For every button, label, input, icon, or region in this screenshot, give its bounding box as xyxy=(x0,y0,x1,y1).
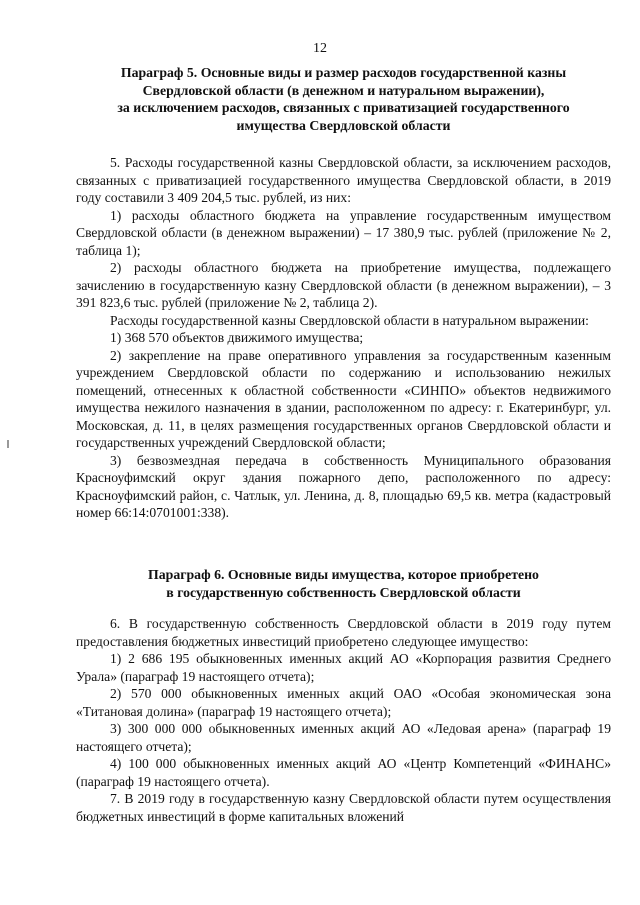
list-item: 1) 368 570 объектов движимого имущества; xyxy=(110,330,364,345)
list-item: 2) 570 000 обыкновенных именных акций ОАО «Особая экономическая зона «Титановая долина» (параграф 19 настоящего отчета); xyxy=(76,686,611,719)
paragraph: 5. Расходы государственной казны Свердловской области, за исключением расходов, связанных с приватизацией государственного имущества Свердловской области, в 2019 году составили 3 409 204,5 тыс. рублей, из них: xyxy=(76,155,611,205)
list-item: 3) безвозмездная передача в собственность Муниципального образования Красноуфимский округ здания пожарного депо, расположенного по адресу: Красноуфимский район, с. Чатлык, ул. Ленина, д. 8, площадью 69,5 кв. метра (кадастровый номер 66:14:0701001:338). xyxy=(76,452,611,520)
list-item: 2) расходы областного бюджета на приобретение имущества, подлежащего зачислению в государственную казну Свердловской области (в денежном выражении), – 3 391 823,6 тыс. рублей (приложение № 2, таблица 2). xyxy=(76,260,611,310)
paragraph: 7. В 2019 году в государственную казну Свердловской области путем осуществления бюджетных инвестиций в форме капитальных вложений xyxy=(76,791,611,824)
paragraph: 6. В государственную собственность Свердловской области в 2019 году путем предоставления бюджетных инвестиций приобретено следующее имущество: xyxy=(76,616,611,649)
section-6-heading xyxy=(76,566,611,601)
list-item: 4) 100 000 обыкновенных именных акций АО «Центр Компетенций «ФИНАНС» (параграф 19 настоящего отчета). xyxy=(76,756,611,789)
paragraph: Расходы государственной казны Свердловской области в натуральном выражении: xyxy=(110,312,589,328)
list-item: 2) закрепление на праве оперативного управления за государственным казенным учреждением Свердловской области по содержанию и использованию нежилых помещений, отнесенных к областной собственности «СИНПО» объектов недвижимого имущества нежилого назначения в здании, расположенном по адресу: г. Екатеринбург, ул. Московская, д. 11, в целях размещения государственных органов Свердловской области и государственных учреждений Свердловской области; xyxy=(76,347,611,450)
section-5-heading-line: за исключением расходов, связанных с приватизацией государственного xyxy=(117,100,570,115)
list-item: 1) 2 686 195 обыкновенных именных акций АО «Корпорация развития Среднего Урала» (параграф 19 настоящего отчета); xyxy=(76,651,611,684)
list-item: 3) 300 000 000 обыкновенных именных акций АО «Ледовая арена» (параграф 19 настоящего отчета); xyxy=(76,721,611,754)
section-5-body xyxy=(76,154,611,522)
section-5-heading-line: имущества Свердловской области xyxy=(236,117,451,133)
list-item: 1) расходы областного бюджета на управление государственным имуществом Свердловской области (в денежном выражении) – 17 380,9 тыс. рублей (приложение № 2, таблица 1); xyxy=(76,207,611,258)
section-6-body xyxy=(76,615,611,825)
section-5-heading xyxy=(76,64,611,134)
margin-mark xyxy=(7,440,9,448)
section-6-heading-line: в государственную собственность Свердловской области xyxy=(166,584,521,600)
section-5-heading-line: Параграф 5. Основные виды и размер расходов государственной казны xyxy=(120,65,567,80)
section-5-heading-line: Свердловской области (в денежном и натуральном выражении), xyxy=(142,82,545,98)
page-number: 12 xyxy=(313,41,327,56)
section-6-heading-line: Параграф 6. Основные виды имущества, которое приобретено xyxy=(148,567,539,582)
